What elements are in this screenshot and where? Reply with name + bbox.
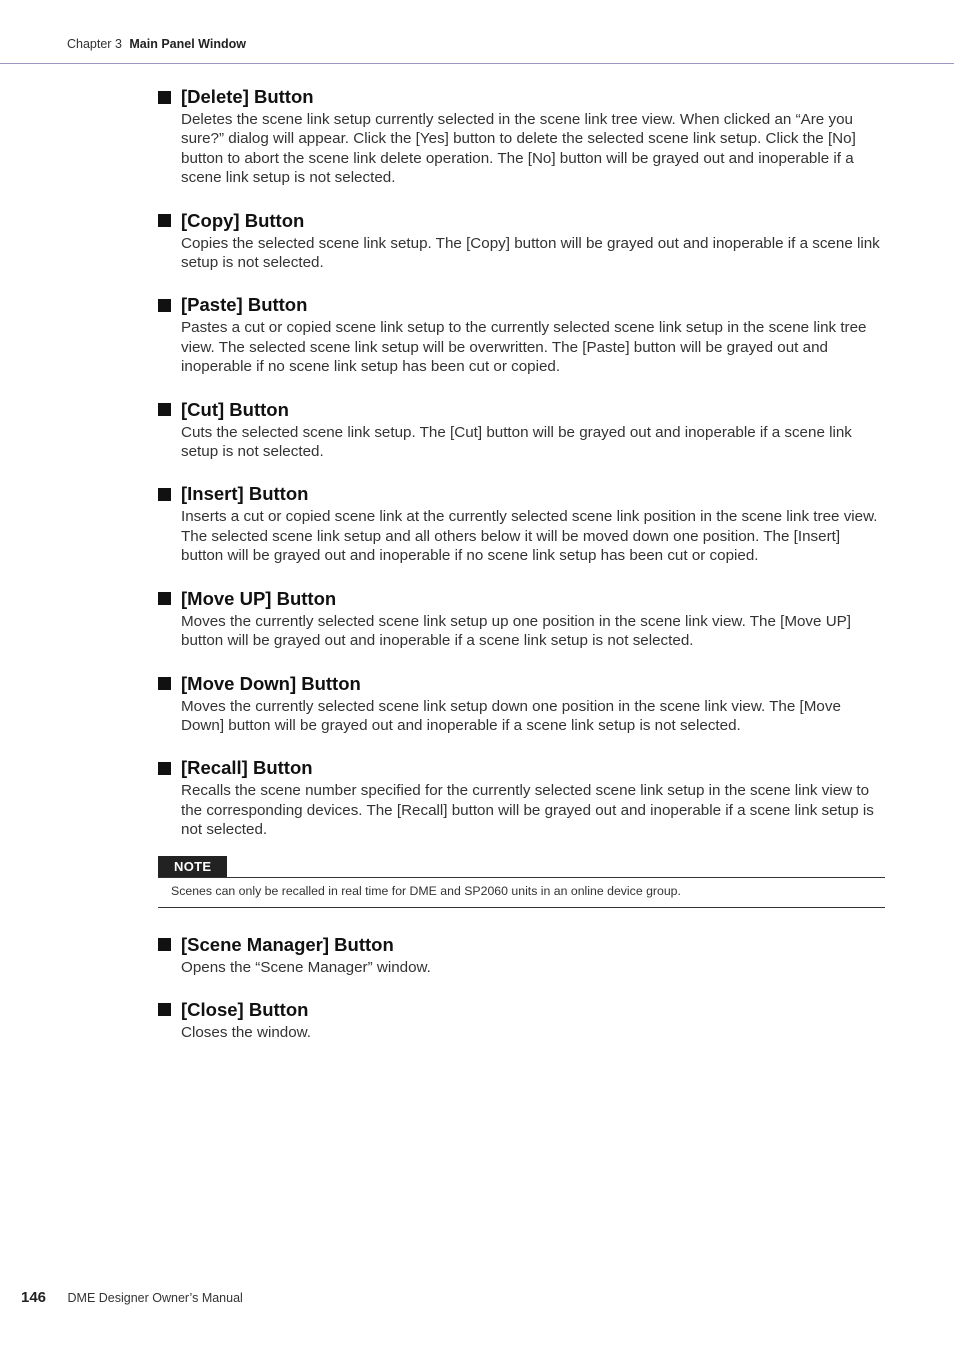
square-bullet-icon — [158, 91, 171, 104]
section-body: Copies the selected scene link setup. The [Copy] button will be grayed out and inoperable if a scene link setup is not selected. — [181, 234, 880, 272]
chapter-title: Main Panel Window — [129, 37, 246, 51]
section-cut-button — [158, 398, 885, 462]
section-heading: [Recall] Button — [158, 756, 885, 780]
square-bullet-icon — [158, 677, 171, 690]
section-move-up-button — [158, 587, 885, 651]
square-bullet-icon — [158, 403, 171, 416]
note-label: NOTE — [158, 856, 227, 877]
section-delete-button — [158, 85, 885, 188]
section-body: Pastes a cut or copied scene link setup to the currently selected scene link setup in the scene link tree view. The selected scene link setup will be overwritten. The [Paste] button will be grayed out and inoperable if no scene link setup has been cut or copied. — [181, 319, 867, 376]
manual-title: DME Designer Owner’s Manual — [67, 1291, 243, 1305]
section-move-down-button — [158, 672, 885, 736]
section-heading: [Cut] Button — [158, 398, 885, 422]
square-bullet-icon — [158, 214, 171, 227]
note-text: Scenes can only be recalled in real time for DME and SP2060 units in an online device group. — [158, 877, 885, 908]
note-box — [158, 856, 885, 908]
page-content — [158, 85, 885, 1063]
header-divider — [0, 63, 954, 64]
square-bullet-icon — [158, 762, 171, 775]
section-copy-button — [158, 209, 885, 273]
section-recall-button — [158, 756, 885, 839]
square-bullet-icon — [158, 592, 171, 605]
section-heading: [Close] Button — [158, 998, 885, 1022]
section-body: Closes the window. — [181, 1023, 312, 1041]
chapter-label: Chapter 3 — [67, 37, 122, 51]
running-header — [67, 37, 246, 51]
section-heading: [Delete] Button — [158, 85, 885, 109]
section-scene-manager-button — [158, 933, 885, 977]
section-close-button — [158, 998, 885, 1042]
section-heading: [Move Down] Button — [158, 672, 885, 696]
section-body: Moves the currently selected scene link setup up one position in the scene link view. The [Move UP] button will be grayed out and inoperable if a scene link setup is not selected. — [181, 612, 852, 650]
section-paste-button — [158, 293, 885, 376]
section-heading: [Copy] Button — [158, 209, 885, 233]
section-body: Moves the currently selected scene link setup down one position in the scene link view. The [Move Down] button will be grayed out and inoperable if a scene link setup is not selected. — [181, 697, 841, 734]
square-bullet-icon — [158, 299, 171, 312]
square-bullet-icon — [158, 938, 171, 951]
square-bullet-icon — [158, 488, 171, 501]
section-heading: [Move UP] Button — [158, 587, 885, 611]
section-body: Inserts a cut or copied scene link at the currently selected scene link position in the scene link tree view. The selected scene link setup and all others below it will be moved down one position. The [Insert] button will be grayed out and inoperable if no scene link setup has been cut or copied. — [181, 508, 878, 565]
section-body: Recalls the scene number specified for the currently selected scene link setup in the scene link view to the corresponding devices. The [Recall] button will be grayed out and inoperable if a scene link setup is not selected. — [181, 782, 874, 839]
section-heading: [Paste] Button — [158, 293, 885, 317]
section-heading: [Scene Manager] Button — [158, 933, 885, 957]
page-footer — [21, 1289, 243, 1306]
page-number: 146 — [21, 1289, 47, 1306]
section-body: Deletes the scene link setup currently selected in the scene link tree view. When clicked an “Are you sure?” dialog will appear. Click the [Yes] button to delete the selected scene link setup. Click the [No] button to abort the scene link delete operation. The [No] button will be grayed out and inoperable if a scene link setup is not selected. — [181, 111, 856, 187]
section-heading: [Insert] Button — [158, 482, 885, 506]
section-body: Opens the “Scene Manager” window. — [181, 958, 431, 976]
square-bullet-icon — [158, 1003, 171, 1016]
section-insert-button — [158, 482, 885, 565]
section-body: Cuts the selected scene link setup. The [Cut] button will be grayed out and inoperable if a scene link setup is not selected. — [181, 423, 852, 461]
